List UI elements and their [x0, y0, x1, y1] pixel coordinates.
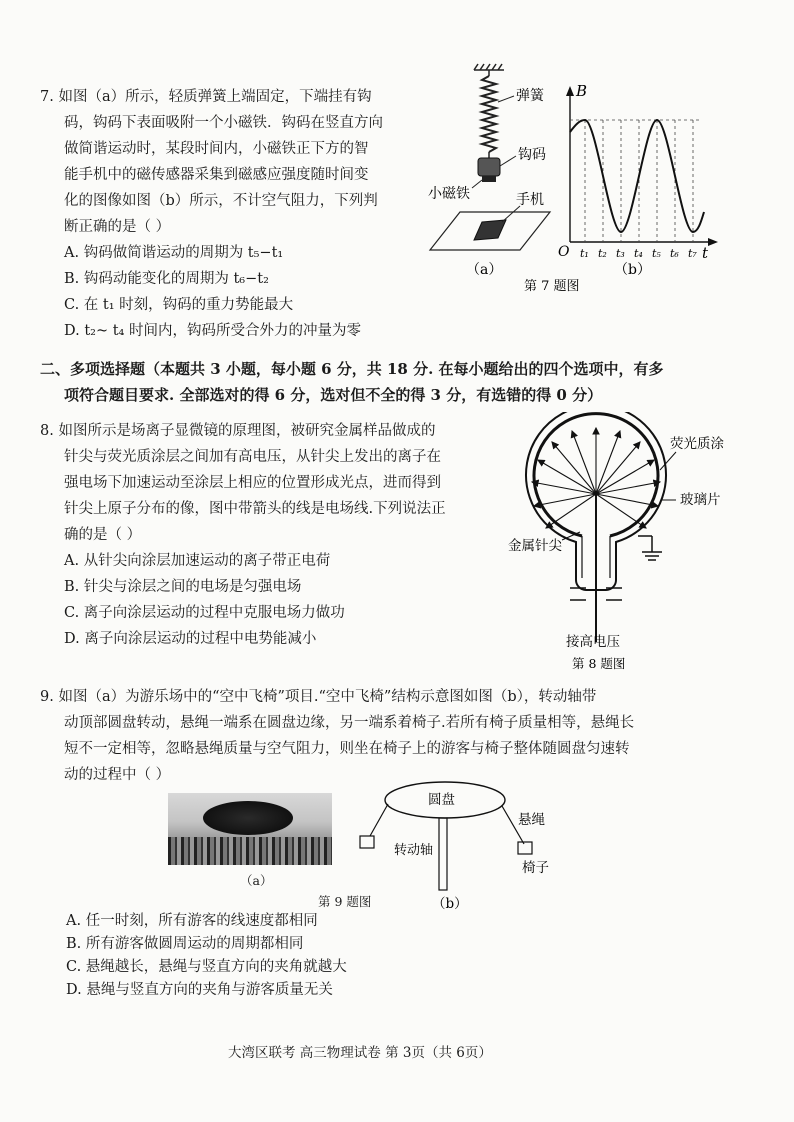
weight-label: 钩码	[518, 147, 546, 163]
rope-label: 悬绳	[518, 812, 545, 828]
fig7-sub-a: （a）	[466, 262, 503, 278]
q7-line: 能手机中的磁传感器采集到磁感应强度随时间变	[64, 167, 369, 183]
tick-t1: t₁	[580, 247, 589, 260]
q8-line: 强电场下加速运动至涂层上相应的位置形成光点，进而得到	[64, 475, 441, 491]
q8-line: 确的是（ ）	[64, 527, 142, 543]
q8-option-a: A. 从针尖向涂层加速运动的离子带正电荷	[64, 553, 331, 569]
ground-icon	[638, 536, 662, 560]
q8-option-d: D. 离子向涂层运动的过程中电势能减小	[64, 631, 317, 647]
photo-crowd	[168, 837, 332, 865]
q7-line: 断正确的是（ ）	[64, 219, 171, 235]
tick-t6: t₆	[670, 247, 679, 260]
fig7-sub-b: （b）	[614, 262, 651, 278]
section2-heading: 二、多项选择题（本题共 3 小题，每小题 6 分，共 18 分. 在每小题给出的四个选项中，有多	[40, 360, 664, 378]
b-t-curve	[570, 120, 704, 232]
magnet	[482, 176, 496, 182]
glass-label: 玻璃片	[680, 492, 721, 508]
fig9-caption: 第 9 题图	[318, 894, 372, 909]
tick-t5: t₅	[652, 247, 661, 260]
tick-t2: t₂	[598, 247, 607, 260]
tip-label: 金属针尖	[508, 538, 562, 554]
q7-line: 码，钩码下表面吸附一个小磁铁．钩码在竖直方向	[64, 115, 383, 131]
q8-line: 针尖与荧光质涂层之间加有高电压，从针尖上发出的离子在	[64, 449, 441, 465]
q7-option-b: B. 钩码动能变化的周期为 t₆−t₂	[64, 271, 269, 287]
spring-label: 弹簧	[516, 88, 544, 104]
coating-label: 荧光质涂	[670, 436, 724, 452]
disc-label: 圆盘	[428, 792, 455, 808]
q8-figure	[490, 412, 740, 674]
q8-line: 8. 如图所示是场离子显微镜的原理图，被研究金属样品做成的	[40, 423, 436, 439]
q8-line: 针尖上原子分布的像，图中带箭头的线是电场线.下列说法正	[64, 501, 446, 517]
q7-line: 7. 如图（a）所示，轻质弹簧上端固定，下端挂有钩	[40, 89, 372, 105]
chair-right	[518, 842, 532, 854]
phone-label: 手机	[516, 192, 544, 208]
q9-diagram	[350, 774, 570, 914]
fig8-caption: 第 8 题图	[572, 656, 626, 671]
chair-label: 椅子	[522, 860, 549, 876]
tick-t7: t₇	[688, 247, 697, 260]
q9-option-c: C. 悬绳越长，悬绳与竖直方向的夹角就越大	[66, 959, 347, 975]
q8-option-b: B. 针尖与涂层之间的电场是匀强电场	[64, 579, 302, 595]
page-footer: 大湾区联考 高三物理试卷 第 3页（共 6页）	[228, 1045, 492, 1061]
hv-label: 接高电压	[566, 634, 620, 650]
q9-line: 短不一定相等，忽略悬绳质量与空气阻力，则坐在椅子上的游客与椅子整体随圆盘匀速转	[64, 741, 630, 757]
q7-option-d: D. t₂~ t₄ 时间内，钩码所受合外力的冲量为零	[64, 323, 361, 339]
q7-option-a: A. 钩码做简谐运动的周期为 t₅−t₁	[64, 245, 284, 261]
origin-label: O	[558, 244, 570, 260]
q7-line: 做简谐运动时，某段时间内，小磁铁正下方的智	[64, 141, 369, 157]
fig7-caption: 第 7 题图	[524, 279, 580, 294]
axis-label: 转动轴	[394, 843, 434, 858]
flying-chair-photo	[168, 793, 332, 865]
q9-option-b: B. 所有游客做圆周运动的周期都相同	[66, 936, 304, 952]
q7-option-c: C. 在 t₁ 时刻，钩码的重力势能最大	[64, 297, 294, 313]
tick-t4: t₄	[634, 247, 643, 260]
weight-block	[478, 158, 500, 176]
q9-option-d: D. 悬绳与竖直方向的夹角与游客质量无关	[66, 982, 333, 998]
q8-option-c: C. 离子向涂层运动的过程中克服电场力做功	[64, 605, 345, 621]
fig9-sub-a: （a）	[240, 873, 273, 888]
chair-left	[360, 836, 374, 848]
axis-x-label: t	[702, 244, 709, 262]
rope-left	[370, 804, 388, 836]
magnet-label: 小磁铁	[428, 186, 470, 202]
q7-figure	[410, 62, 730, 302]
phone-icon	[474, 220, 506, 240]
rotation-axis	[439, 818, 447, 890]
section2-heading-cont: 项符合题目要求. 全部选对的得 6 分，选对但不全的得 3 分，有选错的得 0 分）	[64, 386, 603, 404]
spring	[482, 76, 496, 152]
fig7-graph	[558, 82, 718, 278]
fig9-sub-b: （b）	[432, 896, 468, 912]
photo-disc	[203, 801, 293, 835]
q9-line: 9. 如图（a）为游乐场中的“空中飞椅”项目.“空中飞椅”结构示意图如图（b），转动轴带	[40, 689, 597, 705]
q9-line: 动顶部圆盘转动，悬绳一端系在圆盘边缘，另一端系着椅子.若所有椅子质量相等，悬绳长	[64, 715, 635, 731]
q9-line: 动的过程中（ ）	[64, 767, 171, 783]
axis-y-label: B	[576, 82, 588, 100]
q7-line: 化的图像如图（b）所示，不计空气阻力，下列判	[64, 193, 378, 209]
tick-t3: t₃	[616, 247, 625, 260]
spring-mount	[474, 64, 504, 76]
q9-option-a: A. 任一时刻，所有游客的线速度都相同	[66, 913, 318, 929]
